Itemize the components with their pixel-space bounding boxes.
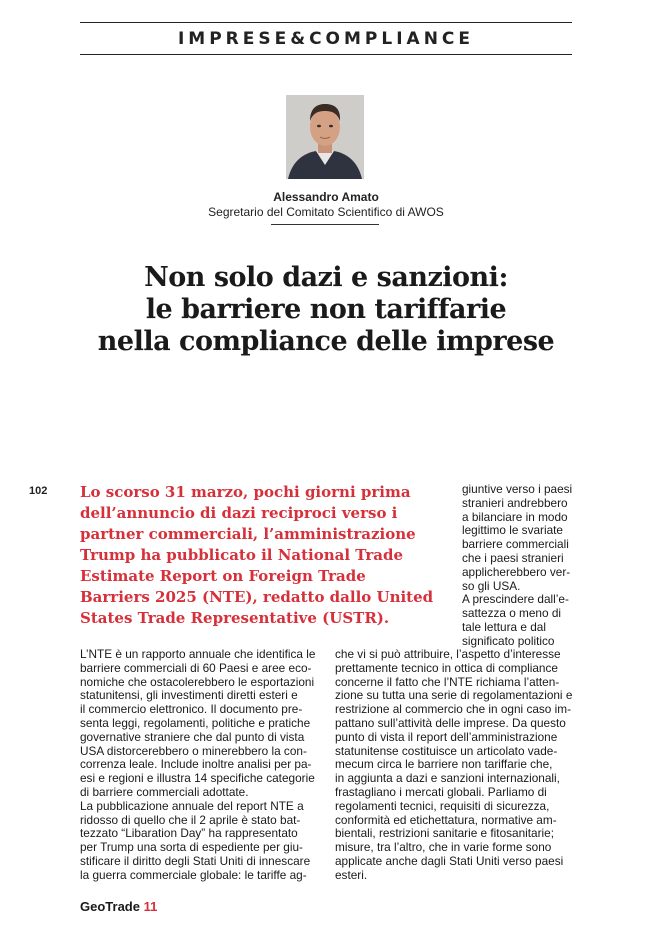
text-line: che i paesi stranieri — [462, 550, 564, 565]
header-top-rule — [80, 22, 572, 23]
text-line: stificare il diritto degli Stati Uniti di innescare — [80, 853, 311, 868]
lead-line: States Trade Representative (USTR). — [80, 609, 390, 627]
text-line: legittimo le svariate — [462, 523, 563, 538]
text-line: barriere commerciali — [462, 537, 569, 552]
text-line: a bilanciare in modo — [462, 509, 568, 524]
text-line: per Trump una sorta di espediente per giu- — [80, 840, 303, 855]
right-column-text — [462, 483, 582, 649]
section-title: IMPRESE&COMPLIANCE — [177, 29, 475, 49]
text-line: zione su tutta una serie di regolamentazioni e — [335, 688, 573, 703]
text-line: correnza leale. Include inoltre analisi per pa- — [80, 757, 312, 772]
text-line: prettamente tecnico in ottica di compliance — [335, 660, 558, 675]
headline-line: nella compliance delle imprese — [97, 326, 555, 357]
lead-line: Estimate Report on Foreign Trade — [80, 567, 366, 585]
lead-line: Lo scorso 31 marzo, pochi giorni prima — [80, 483, 411, 501]
lead-line: Trump ha pubblicato il National Trade — [80, 546, 404, 564]
text-line: punto di vista il report dell’amministrazione — [335, 729, 558, 744]
article-headline — [60, 262, 592, 358]
author-role: Segretario del Comitato Scientifico di AWOS — [208, 205, 444, 219]
footer-brand — [80, 899, 157, 914]
text-line: esteri. — [335, 867, 368, 882]
text-line: ridosso di quello che il 2 aprile è stato bat- — [80, 812, 301, 827]
text-line: so gli USA. — [462, 578, 521, 593]
lead-line: Barriers 2025 (NTE), redatto dallo United — [80, 588, 434, 606]
text-line: statunitensi, gli investimenti diretti esteri e — [80, 688, 298, 703]
text-line: significato politico — [462, 633, 555, 648]
lead-line: dell’annuncio di dazi reciproci verso i — [80, 504, 398, 522]
text-line: frastagliano i mercati globali. Parliamo di — [335, 784, 547, 799]
text-line: A prescindere dall’e- — [462, 592, 569, 607]
author-portrait-icon — [286, 95, 364, 179]
text-line: tale lettura e dal — [462, 619, 546, 634]
text-line: mecum circa le barriere non tariffarie che, — [335, 757, 553, 772]
text-line: il commercio elettronico. Il documento pre- — [80, 702, 303, 717]
left-column-text — [80, 648, 323, 883]
author-name: Alessandro Amato — [273, 190, 379, 204]
text-line: statunitense costituisce un articolato vade- — [335, 743, 558, 758]
middle-column-text — [335, 648, 575, 883]
text-line: esi e regioni e illustra 14 specifiche categorie — [80, 771, 315, 786]
text-line: misure, tra l’altro, che in varie forme sono — [335, 840, 552, 855]
text-line: governative straniere che dal punto di vista — [80, 729, 305, 744]
text-line: restrizione al commercio che in ogni caso im- — [335, 702, 572, 717]
text-line: che vi si può attribuire, l’aspetto d’interesse — [335, 647, 561, 661]
lead-line: partner commerciali, l’amministrazione — [80, 525, 416, 543]
text-line: applicate anche dagli Stati Uniti verso paesi — [335, 853, 564, 868]
headline-line: Non solo dazi e sanzioni: — [144, 262, 508, 293]
lead-paragraph — [80, 482, 450, 629]
text-line: nomiche che ostacolerebbero le esportazioni — [80, 674, 315, 689]
text-line: in aggiunta a dazi e sanzioni internazionali, — [335, 771, 560, 786]
text-line: di barriere commerciali adottate. — [80, 784, 249, 799]
text-line: concerne il fatto che l’NTE richiama l’atten- — [335, 674, 560, 689]
author-photo — [286, 95, 364, 179]
text-line: stranieri andrebbero — [462, 495, 568, 510]
text-line: L’NTE è un rapporto annuale che identifica le — [80, 647, 316, 661]
header-bottom-rule — [80, 54, 572, 55]
author-divider — [271, 224, 379, 225]
text-line: la guerra commerciale globale: le tariffe ag- — [80, 867, 307, 882]
text-line: bientali, restrizioni sanitarie e fitosanitarie; — [335, 826, 555, 841]
text-line: sattezza o meno di — [462, 606, 562, 621]
text-line: giuntive verso i paesi — [462, 482, 573, 496]
text-line: regolamenti tecnici, requisiti di sicurezza, — [335, 798, 550, 813]
page-number: 102 — [29, 485, 48, 497]
text-line: La pubblicazione annuale del report NTE a — [80, 798, 304, 813]
brand-name: GeoTrade — [80, 899, 140, 914]
text-line: tezzato “Libaration Day” ha rappresentato — [80, 826, 298, 841]
text-line: pattano sull’attività delle imprese. Da questo — [335, 715, 566, 730]
text-line: barriere commerciali di 60 Paesi e aree eco- — [80, 660, 312, 675]
headline-line: le barriere non tariffarie — [145, 294, 507, 325]
text-line: USA distorcerebbero o minerebbero la con- — [80, 743, 307, 758]
text-line: senta leggi, regolamenti, politiche e pratiche — [80, 715, 311, 730]
text-line: applicherebbero ver- — [462, 564, 571, 579]
text-line: conformità ed etichettatura, normative am- — [335, 812, 557, 827]
issue-number: 11 — [143, 899, 158, 914]
